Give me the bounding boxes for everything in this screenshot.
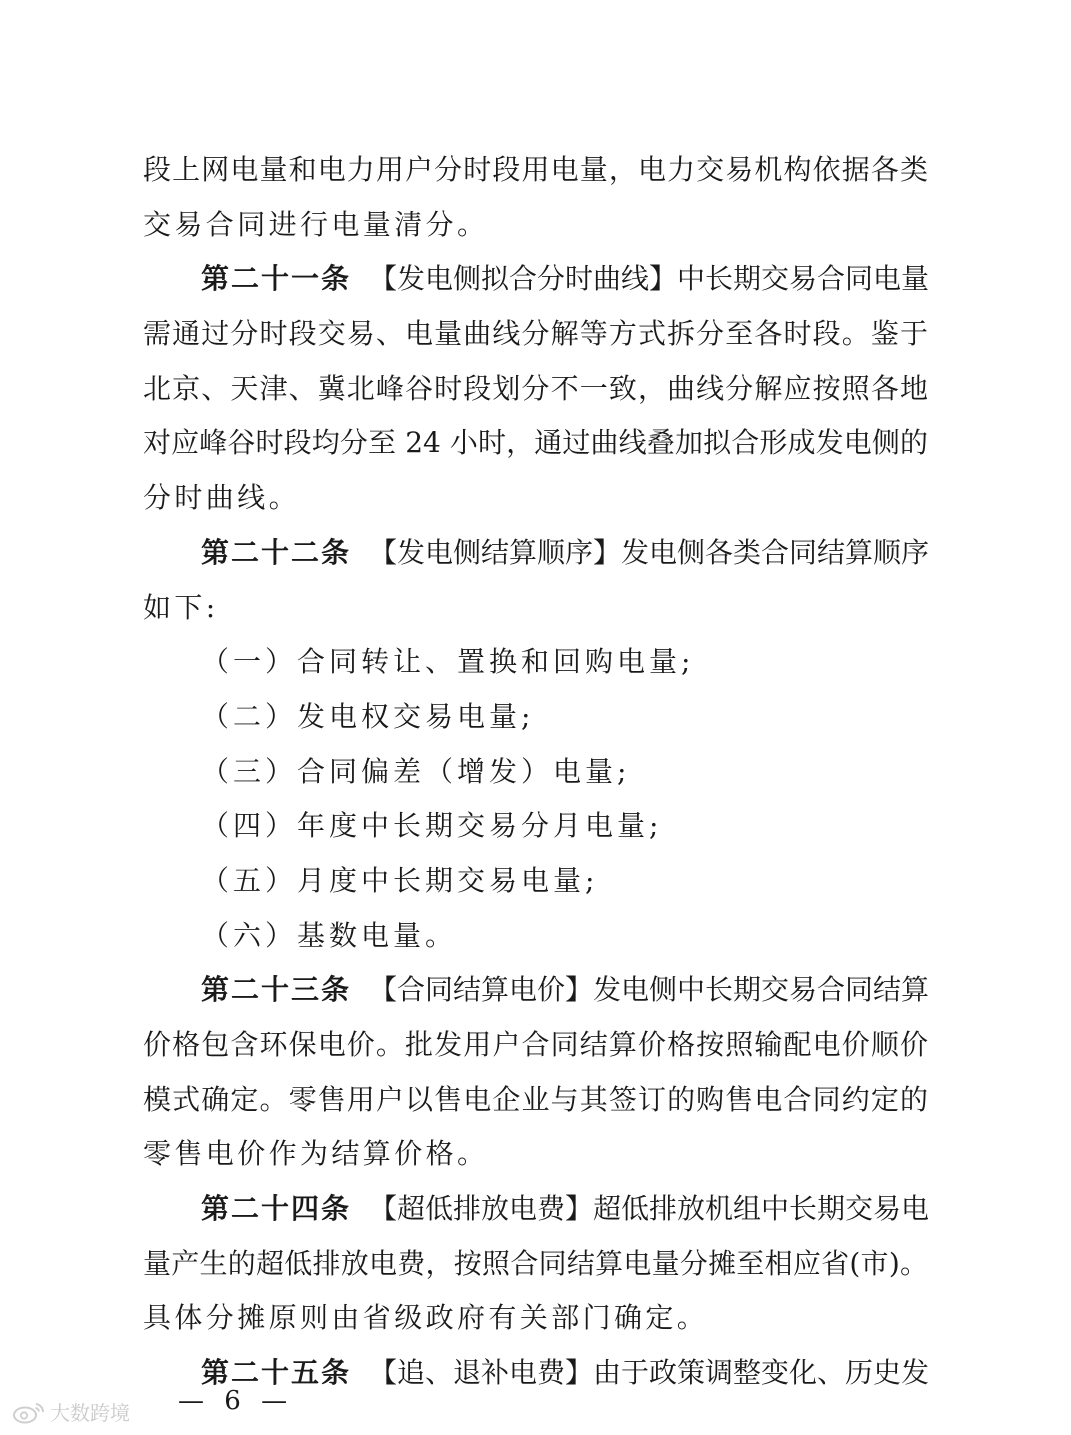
article-number: 第二十一条 — [201, 262, 352, 296]
article-text: 【发电侧结算顺序】发电侧各类合同结算顺序 — [369, 535, 930, 569]
watermark-text: 大数跨境 — [50, 1401, 130, 1425]
text-line: 量产生的超低排放电费，按照合同结算电量分摊至相应省(市)。 — [143, 1246, 928, 1280]
list-item: （三）合同偏差（增发）电量; — [201, 754, 631, 788]
text-line: 分时曲线。 — [143, 481, 301, 515]
text-line: 如下: — [143, 590, 219, 624]
text-line: 段上网电量和电力用户分时段用电量，电力交易机构依据各类 — [143, 153, 928, 186]
article-heading-line — [143, 526, 928, 581]
article-number: 第二十四条 — [201, 1192, 352, 1226]
article-number: 第二十五条 — [201, 1356, 352, 1390]
page-number: — 6 — — [178, 1386, 294, 1416]
text-line: 具体分摊原则由省级政府有关部门确定。 — [143, 1301, 709, 1335]
text-line: 零售电价作为结算价格。 — [143, 1137, 489, 1171]
list-item: （一）合同转让、置换和回购电量; — [201, 645, 695, 679]
list-item: （二）发电权交易电量; — [201, 699, 535, 733]
article-text: 【超低排放电费】超低排放机组中长期交易电 — [369, 1192, 930, 1226]
article-heading-line — [143, 1182, 928, 1237]
text-line: 价格包含环保电价。批发用户合同结算价格按照输配电价顺价 — [143, 1028, 928, 1061]
text-line: 北京、天津、冀北峰谷时段划分不一致，曲线分解应按照各地 — [143, 371, 928, 405]
list-item: （六）基数电量。 — [201, 918, 458, 952]
text-line: 需通过分时段交易、电量曲线分解等方式拆分至各时段。鉴于 — [143, 317, 928, 351]
article-number: 第二十二条 — [201, 535, 352, 569]
article-text: 【发电侧拟合分时曲线】中长期交易合同电量 — [369, 262, 930, 296]
article-text: 【合同结算电价】发电侧中长期交易合同结算 — [369, 973, 930, 1007]
watermark — [12, 1397, 130, 1426]
list-item: （四）年度中长期交易分月电量; — [201, 809, 663, 843]
article-heading-line — [143, 252, 928, 307]
text-line: 交易合同进行电量清分。 — [143, 207, 489, 241]
article-heading-line — [143, 963, 928, 1018]
weibo-logo-icon — [12, 1400, 46, 1424]
article-text: 【追、退补电费】由于政策调整变化、历史发 — [369, 1356, 930, 1390]
document-body — [143, 143, 928, 1401]
text-line: 模式确定。零售用户以售电企业与其签订的购售电合同约定的 — [143, 1082, 928, 1116]
article-number: 第二十三条 — [201, 973, 352, 1007]
list-item: （五）月度中长期交易电量; — [201, 863, 599, 897]
text-line: 对应峰谷时段均分至 24 小时，通过曲线叠加拟合形成发电侧的 — [143, 426, 928, 460]
